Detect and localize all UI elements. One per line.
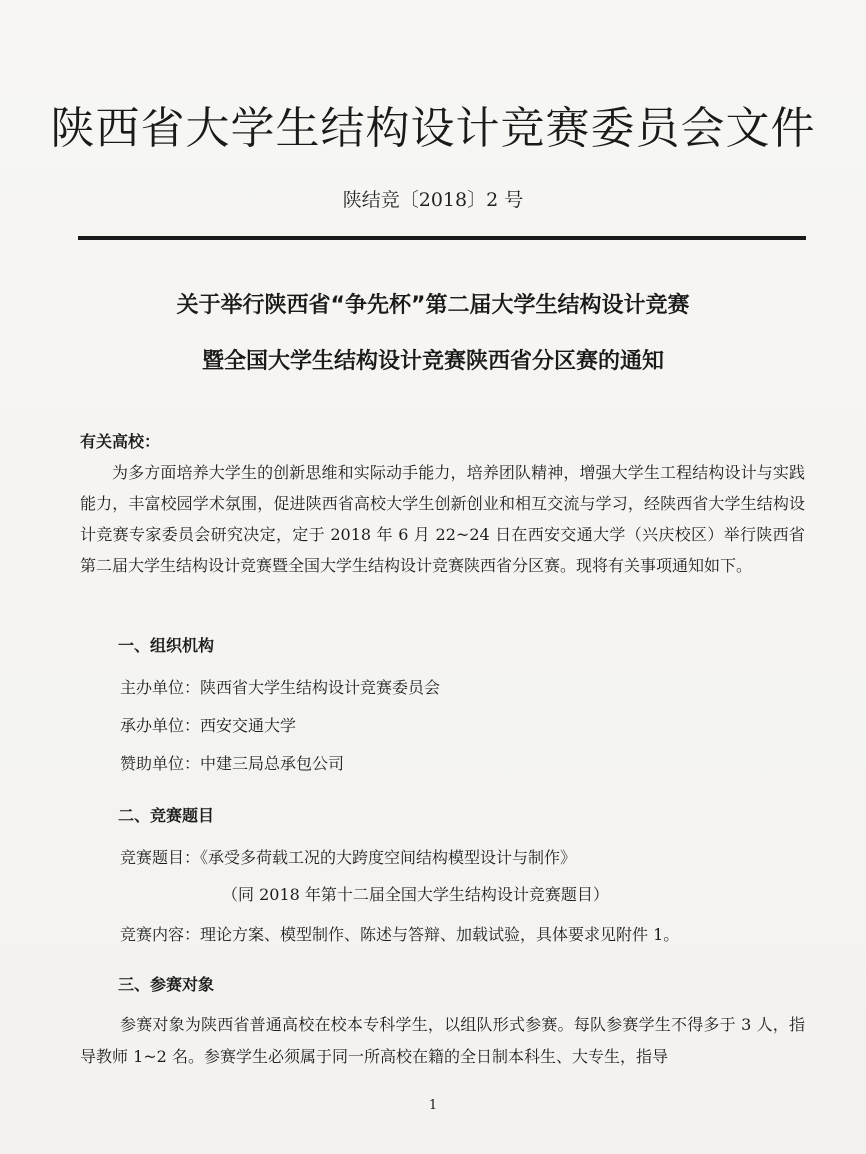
- intro-paragraph: 为多方面培养大学生的创新思维和实际动手能力，培养团队精神，增强大学生工程结构设计与实践能力，丰富校园学术氛围，促进陕西省高校大学生创新创业和相互交流与学习，经陕西省大学生结构设计竞赛专家委员会研究决定，定于 2018 年 6 月 22~24 日在西安交通大学（兴庆校区）举行陕西省第二届大学生结构设计竞赛暨全国大学生结构设计竞赛陕西省分区赛。现将有关事项通知如下。: [80, 463, 805, 575]
- notice-title-line-2: 暨全国大学生结构设计竞赛陕西省分区赛的通知: [201, 349, 664, 374]
- sponsor-unit-value: 中建三局总承包公司: [200, 754, 345, 773]
- section-1-heading: 一、组织机构: [118, 636, 215, 655]
- host-unit-value: 陕西省大学生结构设计竞赛委员会: [200, 678, 441, 697]
- document-number: 陕结竞〔2018〕2 号: [342, 189, 524, 211]
- header-divider: [78, 236, 806, 240]
- section-3-heading: 三、参赛对象: [118, 975, 215, 994]
- addressee: 有关高校：: [80, 432, 161, 451]
- section-3-body: 参赛对象为陕西省普通高校在校本专科学生，以组队形式参赛。每队参赛学生不得多于 3 人，指导教师 1~2 名。参赛学生必须属于同一所高校在籍的全日制本科生、大专生，指导: [80, 1015, 805, 1066]
- document-header-title: 陕西省大学生结构设计竞赛委员会文件: [50, 103, 816, 154]
- host-unit-label: 主办单位：: [120, 678, 201, 697]
- content-line: [120, 922, 679, 945]
- content-label: 竞赛内容：: [120, 925, 201, 944]
- topic-note: （同 2018 年第十二届全国大学生结构设计竞赛题目）: [222, 885, 609, 904]
- topic-line: [120, 845, 576, 868]
- topic-value: 《承受多荷载工况的大跨度空间结构模型设计与制作》: [200, 848, 577, 867]
- organizer-unit-line: [120, 713, 296, 736]
- organizer-unit-value: 西安交通大学: [200, 716, 297, 735]
- page-number: 1: [428, 1098, 438, 1113]
- organizer-unit-label: 承办单位：: [120, 716, 201, 735]
- sponsor-unit-label: 赞助单位：: [120, 754, 201, 773]
- host-unit-line: [120, 675, 440, 698]
- sponsor-unit-line: [120, 751, 344, 774]
- section-2-heading: 二、竞赛题目: [118, 806, 215, 825]
- content-value: 理论方案、模型制作、陈述与答辩、加载试验，具体要求见附件 1。: [200, 925, 680, 944]
- topic-label: 竞赛题目：: [120, 848, 201, 867]
- notice-title-line-1: 关于举行陕西省“争先杯”第二届大学生结构设计竞赛: [176, 293, 690, 318]
